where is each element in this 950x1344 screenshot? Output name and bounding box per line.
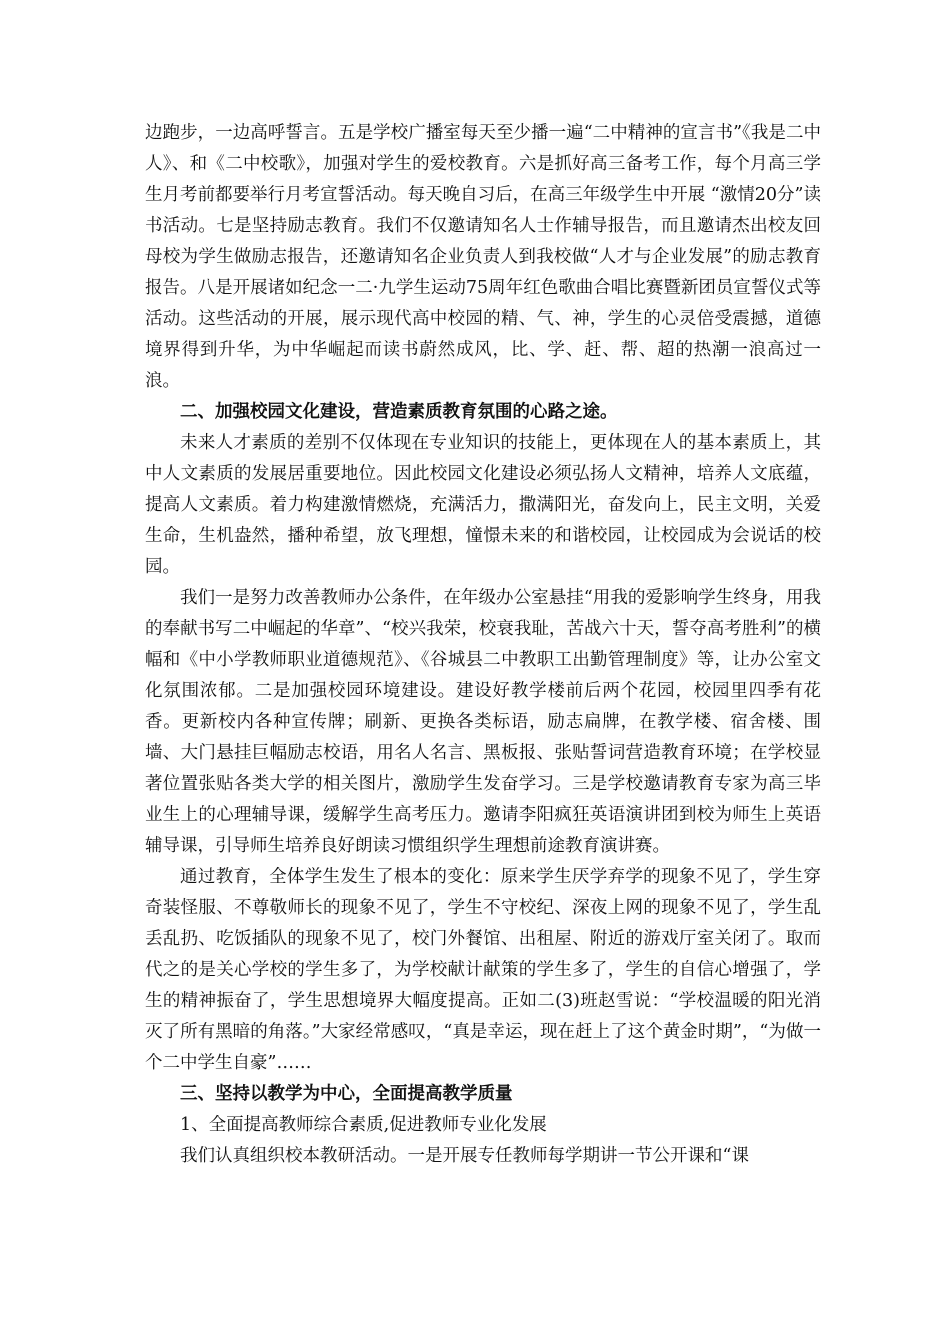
- paragraph-student-change: 通过教育，全体学生发生了根本的变化：原来学生厌学弃学的现象不见了，学生穿奇装怪服、不尊敬师长的现象不见了，学生不守校纪、深夜上网的现象不见了，学生乱丢乱扔、吃饭插队的现象不见了，校门外餐馆、出租屋、附近的游戏厅室关闭了。取而代之的是关心学校的学生多了，为学校献计献策的学生多了，学生的自信心增强了，学生的精神振奋了，学生思想境界大幅度提高。正如二(3)班赵雪说：“学校温暖的阳光消灭了所有黑暗的角落。”大家经常感叹，“真是幸运，现在赶上了这个黄金时期”，“为做一个二中学生自豪”……: [145, 867, 821, 1073]
- subsection-heading-1: 1、全面提高教师综合素质,促进教师专业化发展: [180, 1115, 547, 1135]
- document-body: [145, 118, 821, 1172]
- paragraph-continuation: 边跑步，一边高呼誓言。五是学校广播室每天至少播一遍“二中精神的宣言书”《我是二中人》、和《二中校歌》，加强对学生的爱校教育。六是抓好高三备考工作，每个月高三学生月考前都要举行月考宣誓活动。每天晚自习后，在高三年级学生中开展 “激情20分”读书活动。七是坚持励志教育。我们不仅邀请知名人士作辅导报告，而且邀请杰出校友回母校为学生做励志报告，还邀请知名企业负责人到我校做“人才与企业发展”的励志教育报告。八是开展诸如纪念一二·九学生运动75周年红色歌曲合唱比赛暨新团员宣誓仪式等活动。这些活动的开展，展示现代高中校园的精、气、神，学生的心灵倍受震撼，道德境界得到升华，为中华崛起而读书蔚然成风，比、学、赶、帮、超的热潮一浪高过一浪。: [145, 123, 821, 391]
- section-heading-3: 三、坚持以教学为中心，全面提高教学质量: [180, 1084, 513, 1104]
- paragraph-talent-quality: 未来人才素质的差别不仅体现在专业知识的技能上，更体现在人的基本素质上，其中人文素质的发展居重要地位。因此校园文化建设必须弘扬人文精神，培养人文底蕴，提高人文素质。着力构建激情燃烧，充满活力，撒满阳光，奋发向上，民主文明，关爱生命，生机盎然，播种希望，放飞理想，憧憬未来的和谐校园，让校园成为会说话的校园。: [145, 433, 821, 577]
- paragraph-teaching-research: 我们认真组织校本教研活动。一是开展专任教师每学期讲一节公开课和“课: [180, 1146, 749, 1166]
- paragraph-office-environment: 我们一是努力改善教师办公条件，在年级办公室悬挂“用我的爱影响学生终身，用我的奉献书写二中崛起的华章”、“校兴我荣，校衰我耻，苦战六十天，誓夺高考胜利”的横幅和《中小学教师职业道德规范》、《谷城县二中教职工出勤管理制度》等，让办公室文化氛围浓郁。二是加强校园环境建设。建设好教学楼前后两个花园，校园里四季有花香。更新校内各种宣传牌；刷新、更换各类标语，励志扁牌，在教学楼、宿舍楼、围墙、大门悬挂巨幅励志校语，用名人名言、黑板报、张贴誓词营造教育环境；在学校显著位置张贴各类大学的相关图片，激励学生发奋学习。三是学校邀请教育专家为高三毕业生上的心理辅导课，缓解学生高考压力。邀请李阳疯狂英语演讲团到校为师生上英语辅导课，引导师生培养良好朗读习惯组织学生理想前途教育演讲赛。: [145, 588, 821, 856]
- section-heading-2: 二、加强校园文化建设，营造素质教育氛围的心路之途。: [180, 402, 618, 422]
